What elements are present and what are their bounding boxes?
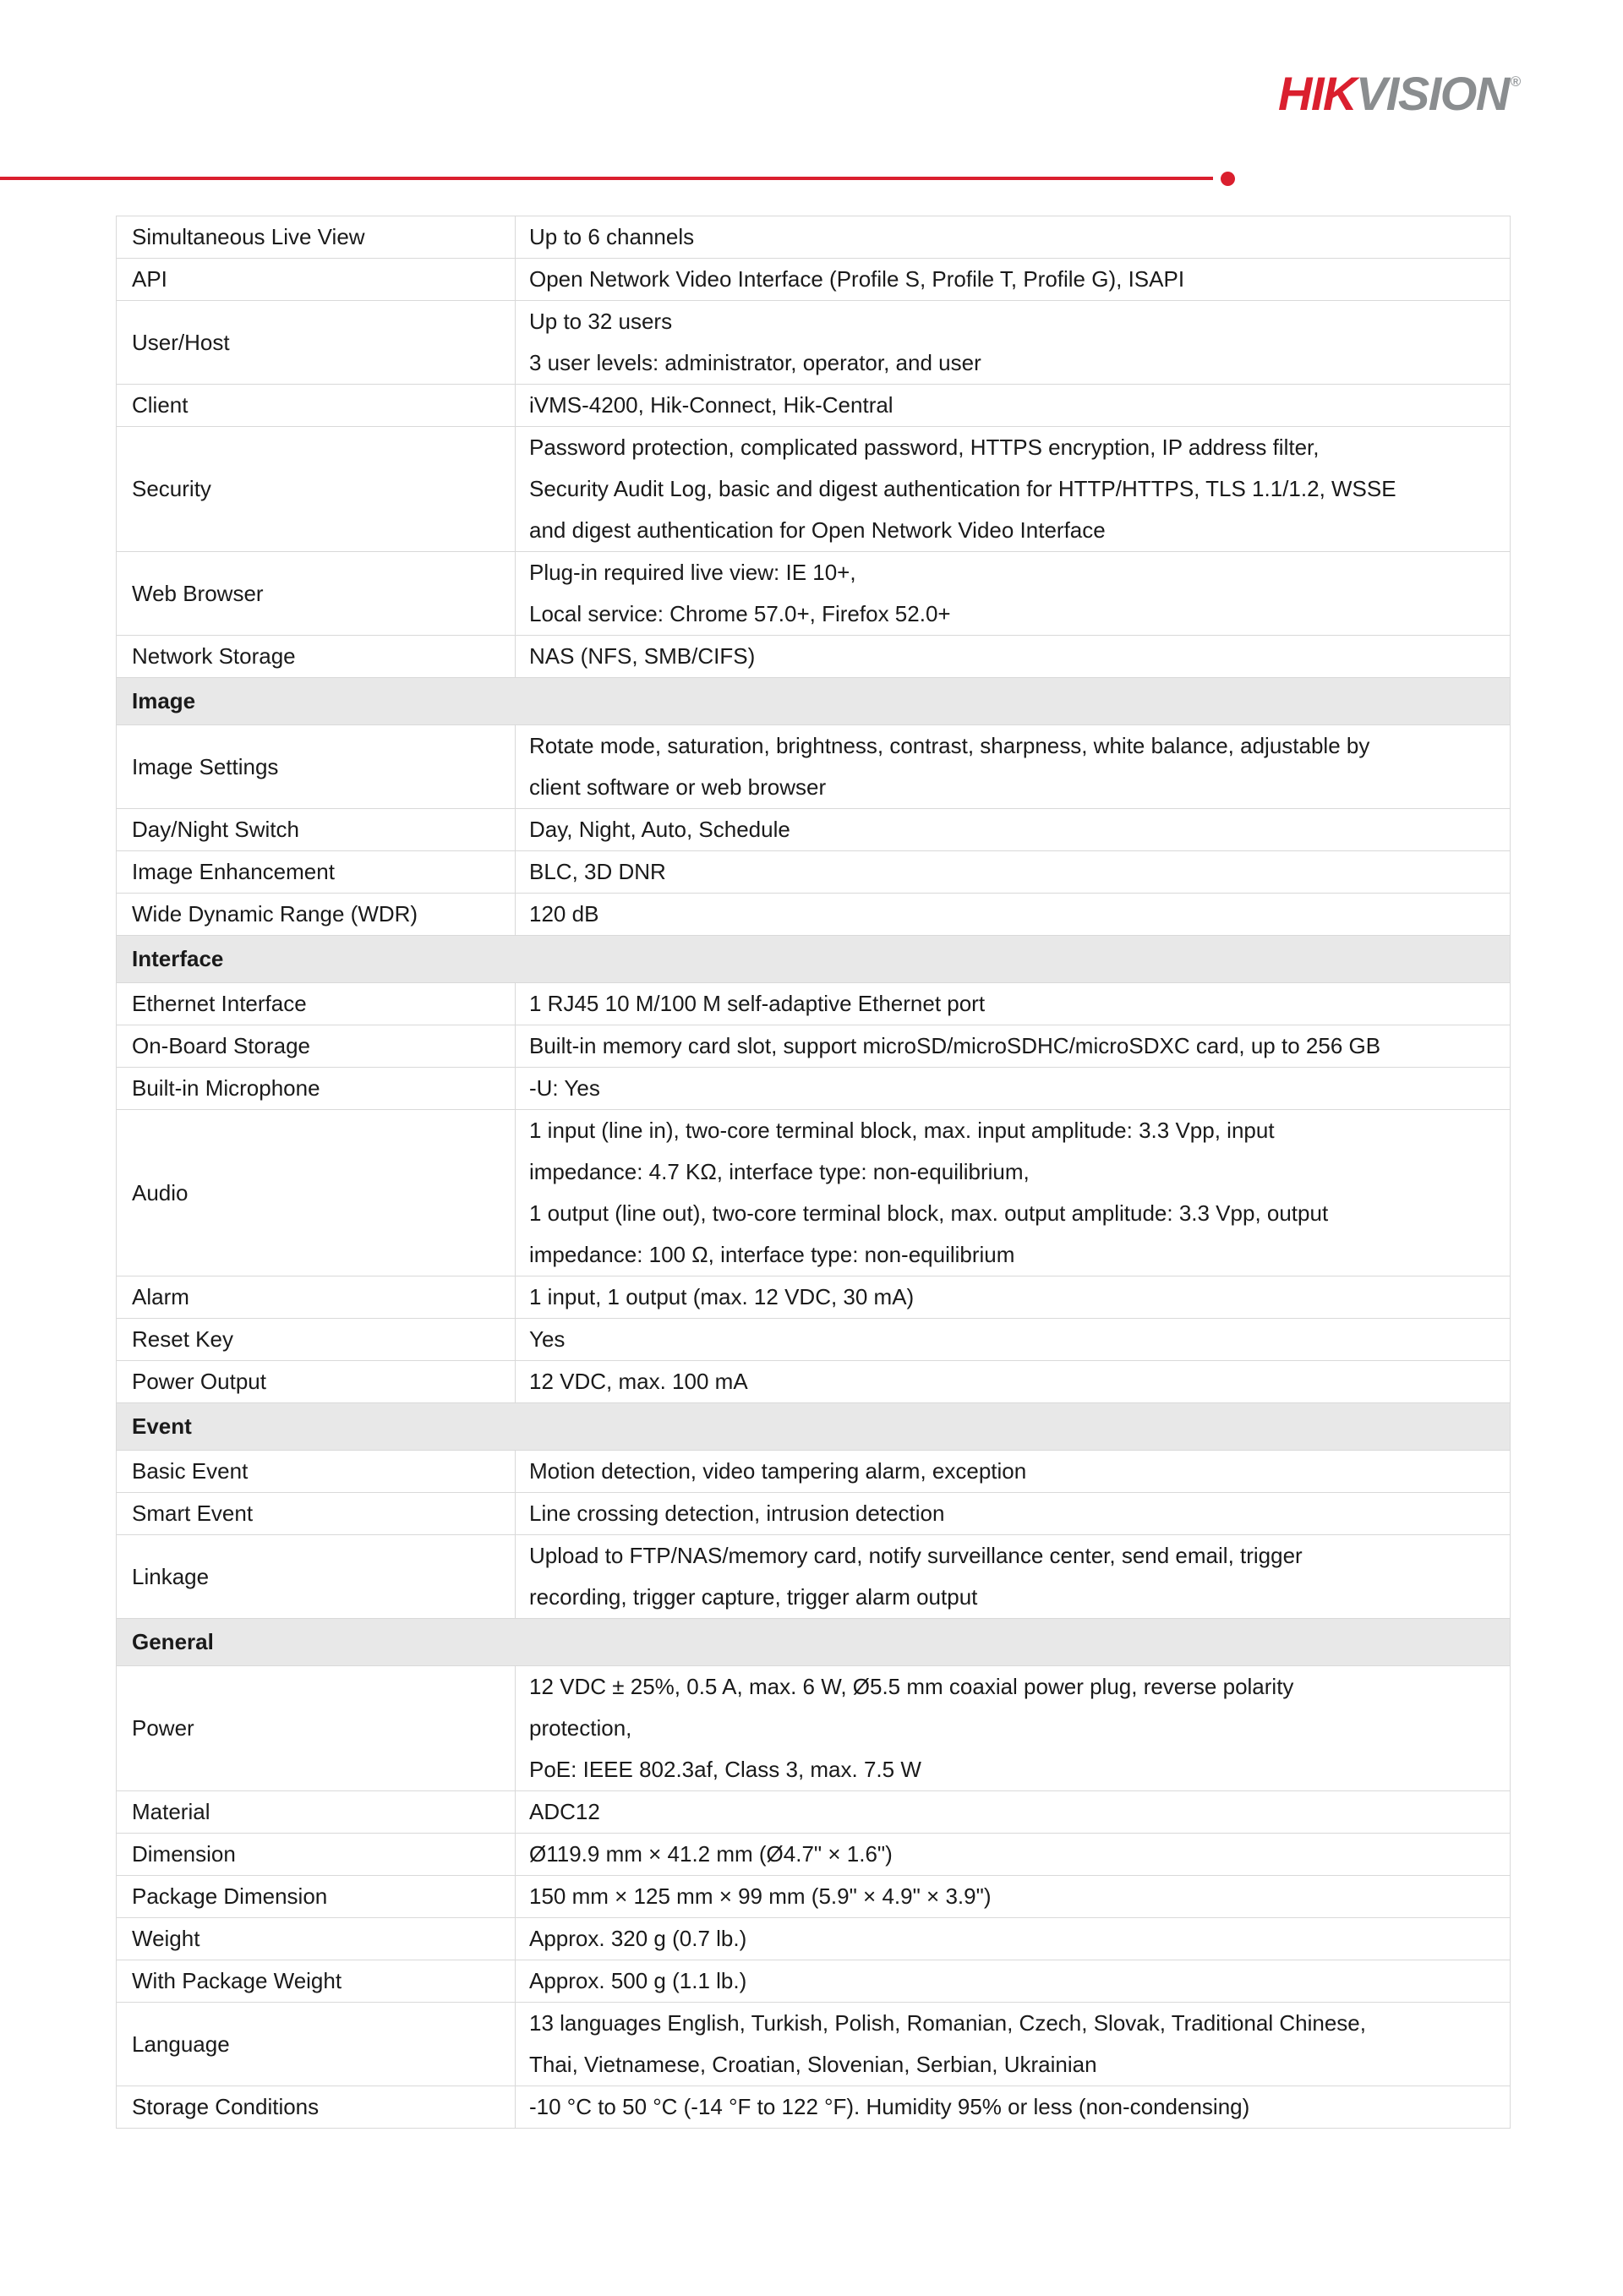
hikvision-logo [1278,66,1521,121]
spec-value-line: -U: Yes [529,1075,600,1101]
spec-label: Client [117,385,516,427]
spec-value-line: Ø119.9 mm × 41.2 mm (Ø4.7" × 1.6") [529,1841,893,1867]
spec-label: Simultaneous Live View [117,216,516,259]
spec-row [117,983,1511,1025]
spec-label: Image Settings [117,725,516,809]
spec-value-line: 13 languages English, Turkish, Polish, Romanian, Czech, Slovak, Traditional Chinese, [529,2010,1366,2036]
spec-value-line: 3 user levels: administrator, operator, and user [529,350,981,375]
section-header-row [117,678,1511,725]
spec-value [516,1960,1511,2003]
spec-label: Weight [117,1918,516,1960]
spec-value-line: iVMS-4200, Hik-Connect, Hik-Central [529,392,893,418]
spec-row [117,851,1511,894]
spec-value [516,1876,1511,1918]
spec-row [117,1834,1511,1876]
spec-value [516,1068,1511,1110]
spec-value [516,894,1511,936]
spec-value-line: Line crossing detection, intrusion detection [529,1501,945,1526]
spec-value-line: Thai, Vietnamese, Croatian, Slovenian, Serbian, Ukrainian [529,2052,1097,2077]
spec-value-line: recording, trigger capture, trigger alarm output [529,1584,978,1610]
spec-value [516,216,1511,259]
spec-value-line: Local service: Chrome 57.0+, Firefox 52.0+ [529,601,951,626]
spec-value [516,983,1511,1025]
spec-label: Wide Dynamic Range (WDR) [117,894,516,936]
spec-value [516,1791,1511,1834]
spec-row [117,636,1511,678]
spec-value [516,1361,1511,1403]
spec-row [117,1025,1511,1068]
spec-value-line: 1 input (line in), two-core terminal block, max. input amplitude: 3.3 Vpp, input [529,1118,1275,1143]
spec-label: On-Board Storage [117,1025,516,1068]
spec-label: Image Enhancement [117,851,516,894]
spec-value [516,427,1511,552]
logo-hik-text: HIK [1278,67,1356,120]
spec-value-line: Approx. 500 g (1.1 lb.) [529,1968,747,1993]
spec-label: With Package Weight [117,1960,516,2003]
spec-row [117,1110,1511,1276]
spec-row [117,1068,1511,1110]
spec-value-line: -10 °C to 50 °C (-14 °F to 122 °F). Humidity 95% or less (non-condensing) [529,2094,1250,2119]
spec-value [516,1276,1511,1319]
spec-value [516,385,1511,427]
spec-label: Web Browser [117,552,516,636]
spec-value-line: Day, Night, Auto, Schedule [529,817,790,842]
section-header-general: General [117,1619,1511,1666]
registered-mark: ® [1510,74,1522,90]
spec-value-line: Upload to FTP/NAS/memory card, notify surveillance center, send email, trigger [529,1543,1303,1568]
spec-value [516,636,1511,678]
spec-value-line: Up to 6 channels [529,224,695,249]
spec-row [117,1666,1511,1791]
spec-label: Smart Event [117,1493,516,1535]
spec-value [516,1451,1511,1493]
spec-row [117,2086,1511,2129]
spec-value-line: ADC12 [529,1799,600,1824]
spec-value-line: impedance: 4.7 KΩ, interface type: non-equilibrium, [529,1159,1030,1184]
section-header-interface: Interface [117,936,1511,983]
spec-label: Reset Key [117,1319,516,1361]
spec-row [117,1960,1511,2003]
spec-value-line: 150 mm × 125 mm × 99 mm (5.9" × 4.9" × 3.9") [529,1883,992,1909]
spec-value-line: NAS (NFS, SMB/CIFS) [529,643,756,669]
spec-value [516,259,1511,301]
spec-label: Material [117,1791,516,1834]
section-header-image: Image [117,678,1511,725]
spec-row [117,1451,1511,1493]
spec-value-line: Built-in memory card slot, support microSD/microSDHC/microSDXC card, up to 256 GB [529,1033,1381,1058]
divider-end-dot [1221,172,1235,186]
spec-row [117,259,1511,301]
spec-value-line: 12 VDC ± 25%, 0.5 A, max. 6 W, Ø5.5 mm coaxial power plug, reverse polarity [529,1674,1294,1699]
spec-label: Dimension [117,1834,516,1876]
spec-row [117,216,1511,259]
spec-value [516,2003,1511,2086]
spec-value-line: BLC, 3D DNR [529,859,666,884]
logo-vision-text: VISION [1355,67,1509,120]
spec-row [117,1918,1511,1960]
header-divider [0,171,1251,188]
spec-row [117,301,1511,385]
spec-value [516,1025,1511,1068]
spec-value [516,725,1511,809]
spec-value-line: Rotate mode, saturation, brightness, contrast, sharpness, white balance, adjustable by [529,733,1370,758]
spec-value [516,851,1511,894]
spec-value-line: Up to 32 users [529,309,673,334]
spec-label: Power [117,1666,516,1791]
spec-row [117,894,1511,936]
spec-value [516,1319,1511,1361]
spec-value-line: client software or web browser [529,774,827,800]
spec-row [117,1791,1511,1834]
spec-value [516,2086,1511,2129]
section-header-row [117,1619,1511,1666]
spec-label: Linkage [117,1535,516,1619]
divider-line [0,177,1213,180]
spec-value-line: 12 VDC, max. 100 mA [529,1369,748,1394]
spec-row [117,1876,1511,1918]
spec-value [516,301,1511,385]
spec-label: Basic Event [117,1451,516,1493]
spec-label: Power Output [117,1361,516,1403]
spec-value-line: protection, [529,1715,632,1741]
spec-value [516,1110,1511,1276]
spec-value-line: Motion detection, video tampering alarm, exception [529,1458,1027,1484]
spec-value [516,1493,1511,1535]
spec-row [117,725,1511,809]
spec-label: Language [117,2003,516,2086]
spec-value [516,809,1511,851]
section-header-row [117,936,1511,983]
spec-value [516,552,1511,636]
spec-label: Ethernet Interface [117,983,516,1025]
spec-value-line: Yes [529,1326,566,1352]
spec-value-line: 1 output (line out), two-core terminal block, max. output amplitude: 3.3 Vpp, output [529,1200,1329,1226]
spec-value-line: Approx. 320 g (0.7 lb.) [529,1926,747,1951]
spec-value [516,1834,1511,1876]
spec-row [117,427,1511,552]
spec-row [117,1493,1511,1535]
spec-value-line: impedance: 100 Ω, interface type: non-equilibrium [529,1242,1015,1267]
spec-value [516,1918,1511,1960]
spec-row [117,809,1511,851]
section-header-event: Event [117,1403,1511,1451]
spec-row [117,385,1511,427]
spec-value-line: 120 dB [529,901,599,927]
spec-row [117,1276,1511,1319]
spec-value [516,1535,1511,1619]
spec-table [116,216,1511,2129]
section-header-row [117,1403,1511,1451]
spec-label: API [117,259,516,301]
spec-label: Day/Night Switch [117,809,516,851]
spec-label: Audio [117,1110,516,1276]
spec-label: Alarm [117,1276,516,1319]
spec-label: Built-in Microphone [117,1068,516,1110]
spec-value-line: Open Network Video Interface (Profile S, Profile T, Profile G), ISAPI [529,266,1185,292]
spec-row [117,552,1511,636]
spec-label: Package Dimension [117,1876,516,1918]
spec-value-line: Security Audit Log, basic and digest authentication for HTTP/HTTPS, TLS 1.1/1.2, WSSE [529,476,1396,501]
spec-label: Storage Conditions [117,2086,516,2129]
spec-value-line: 1 input, 1 output (max. 12 VDC, 30 mA) [529,1284,915,1309]
spec-table-body [117,216,1511,2129]
spec-label: Security [117,427,516,552]
spec-row [117,1361,1511,1403]
spec-value-line: 1 RJ45 10 M/100 M self-adaptive Ethernet port [529,991,986,1016]
spec-row [117,1319,1511,1361]
spec-value-line: and digest authentication for Open Network Video Interface [529,517,1106,543]
spec-row [117,2003,1511,2086]
spec-value-line: PoE: IEEE 802.3af, Class 3, max. 7.5 W [529,1757,921,1782]
spec-row [117,1535,1511,1619]
spec-label: Network Storage [117,636,516,678]
spec-value-line: Password protection, complicated password, HTTPS encryption, IP address filter, [529,435,1320,460]
spec-value-line: Plug-in required live view: IE 10+, [529,560,856,585]
spec-label: User/Host [117,301,516,385]
spec-value [516,1666,1511,1791]
